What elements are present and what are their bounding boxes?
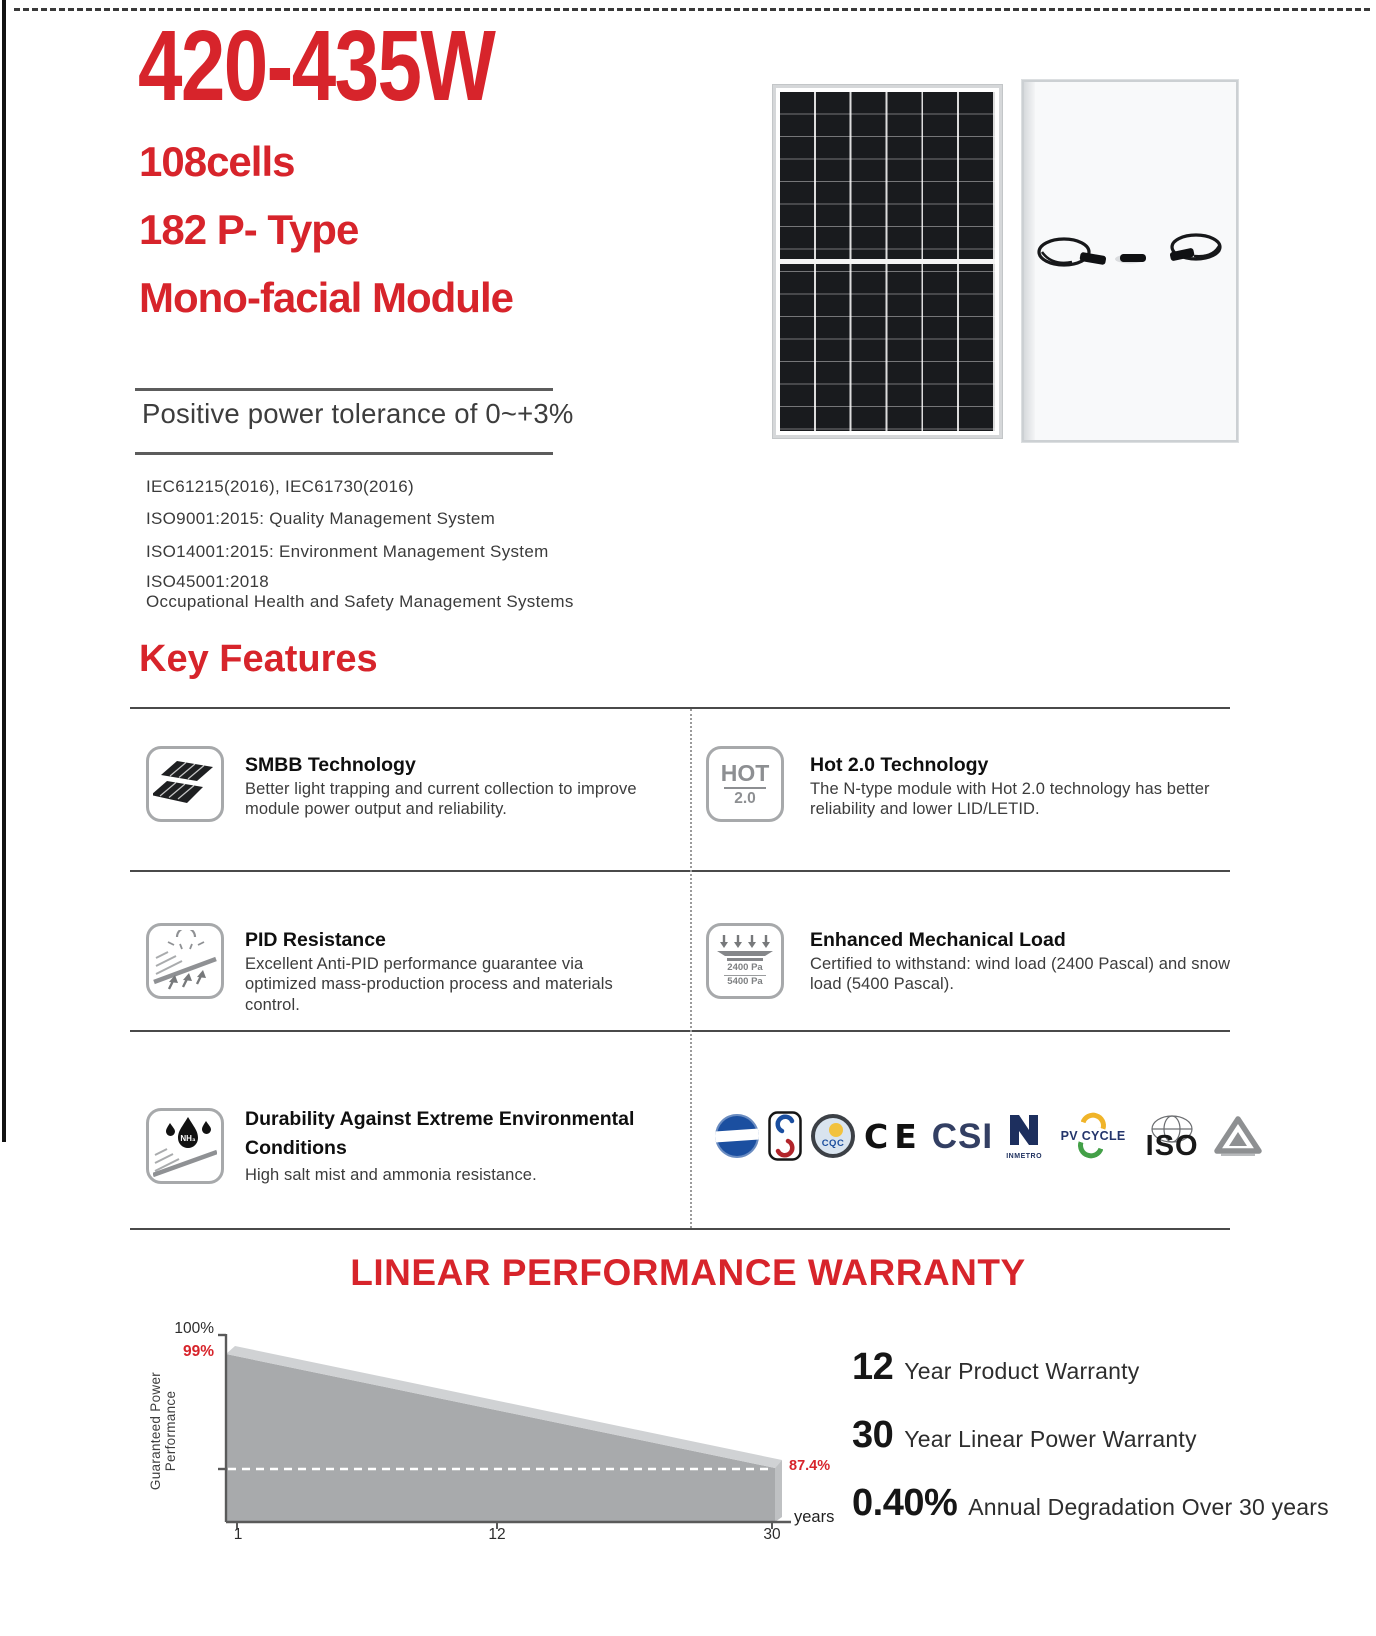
chart-x-tick: 1 xyxy=(233,1526,243,1543)
cqc-sun-shape xyxy=(829,1123,843,1137)
warranty-value: 0.40% xyxy=(852,1482,958,1524)
hot-badge-text: HOT xyxy=(720,759,770,786)
feature-description: The N-type module with Hot 2.0 technology has better reliability and lower LID/LETID. xyxy=(810,780,1210,819)
solar-panels-icon xyxy=(146,746,224,822)
certification-line: Occupational Health and Safety Management Systems xyxy=(146,592,574,611)
chart-y-max-label: 100% xyxy=(174,1320,214,1337)
inmetro-logo-text: INMETRO xyxy=(1006,1152,1043,1160)
grid-rule xyxy=(130,1030,1230,1032)
iso-logo-text: ISO xyxy=(1145,1130,1199,1162)
warranty-value: 12 xyxy=(852,1346,894,1388)
wind-load-label: 2400 Pa xyxy=(724,963,765,976)
grid-rule xyxy=(130,1228,1230,1230)
tuv-logo-icon xyxy=(715,1114,759,1158)
feature-title: SMBB Technology xyxy=(245,754,416,776)
tolerance-rule-top xyxy=(135,388,553,391)
chart-y-axis-label: Guaranteed Power Performance xyxy=(148,1371,178,1491)
grid-rule xyxy=(130,870,1230,872)
spec-line-type: 182 P- Type xyxy=(139,206,359,253)
cqc-logo-icon xyxy=(811,1114,855,1158)
nh3-label: NH₃ xyxy=(180,1134,196,1143)
grid-rule xyxy=(130,707,1230,709)
feature-title: PID Resistance xyxy=(245,929,386,951)
warranty-value: 30 xyxy=(852,1414,894,1456)
certification-line: ISO9001:2015: Quality Management System xyxy=(146,509,496,528)
power-tolerance-text: Positive power tolerance of 0~+3% xyxy=(142,398,574,429)
tolerance-rule-bottom xyxy=(135,452,553,455)
chart-end-value-label: 87.4% xyxy=(789,1458,831,1474)
s-mark-logo-icon xyxy=(768,1111,802,1161)
pv-cycle-green-arc xyxy=(1075,1141,1104,1161)
feature-title: Enhanced Mechanical Load xyxy=(810,929,1066,951)
feature-description: Better light trapping and current collection to improve module power output and reliability. xyxy=(245,780,637,819)
warranty-item xyxy=(852,1346,1139,1389)
grid-dotted-divider xyxy=(690,709,692,1228)
ammonia-salt-mist-icon xyxy=(146,1108,224,1184)
spec-line-module: Mono-facial Module xyxy=(139,274,513,321)
inmetro-logo-icon xyxy=(1002,1113,1046,1160)
page-left-border xyxy=(2,0,6,1142)
warranty-label: Year Product Warranty xyxy=(904,1358,1140,1384)
page-title-power-range: 420-435W xyxy=(138,10,495,122)
pv-cycle-logo-text: PV CYCLE xyxy=(1060,1129,1126,1143)
certification-line: ISO14001:2015: Environment Management System xyxy=(146,542,549,561)
module-front-image xyxy=(773,85,1002,438)
feature-description: Certified to withstand: wind load (2400 Pascal) and snow load (5400 Pascal). xyxy=(810,955,1231,994)
junction-box-cables-icon xyxy=(1024,82,1236,440)
feature-description: High salt mist and ammonia resistance. xyxy=(245,1166,537,1184)
certification-logos-row xyxy=(715,1105,1245,1167)
warranty-label: Year Linear Power Warranty xyxy=(904,1426,1197,1452)
feature-title: Durability Against Extreme Environmental Conditions xyxy=(245,1108,635,1160)
key-features-heading: Key Features xyxy=(139,638,378,680)
hot-badge-divider xyxy=(724,787,766,790)
chart-x-tick: 30 xyxy=(763,1526,781,1543)
warranty-item xyxy=(852,1482,1329,1525)
hot-badge-version: 2.0 xyxy=(734,790,756,807)
certification-line: ISO45001:2018 xyxy=(146,572,269,591)
warranty-item xyxy=(852,1414,1197,1457)
iso-logo-icon xyxy=(1140,1111,1204,1161)
warranty-section-heading: LINEAR PERFORMANCE WARRANTY xyxy=(350,1252,1026,1293)
chart-start-value-label: 99% xyxy=(182,1343,214,1360)
snow-load-label: 5400 Pa xyxy=(727,976,763,987)
hot-badge-icon xyxy=(706,746,784,822)
pv-cycle-yellow-arc xyxy=(1081,1109,1110,1129)
spec-line-cells: 108cells xyxy=(139,138,295,185)
chart-x-tick: 12 xyxy=(488,1526,506,1543)
triangle-quality-logo-icon xyxy=(1213,1115,1263,1157)
features-grid xyxy=(130,707,1230,1230)
pv-cycle-logo-icon xyxy=(1055,1113,1131,1159)
ce-logo-icon: CE xyxy=(864,1116,923,1156)
warranty-label: Annual Degradation Over 30 years xyxy=(968,1494,1329,1520)
certification-line: IEC61215(2016), IEC61730(2016) xyxy=(146,477,414,496)
feature-description: Excellent Anti-PID performance guarantee via optimized mass-production process and materials control. xyxy=(245,955,613,1014)
csi-logo-icon: CSI xyxy=(931,1116,994,1156)
module-back-image xyxy=(1022,80,1238,442)
chart-x-axis-label: years xyxy=(794,1508,835,1526)
mechanical-load-icon xyxy=(706,923,784,999)
performance-warranty-chart xyxy=(218,1330,803,1532)
feature-title: Hot 2.0 Technology xyxy=(810,754,989,776)
module-front-cells xyxy=(780,92,995,431)
cqc-logo-text: CQC xyxy=(821,1138,845,1149)
pid-sun-panel-icon xyxy=(146,923,224,999)
